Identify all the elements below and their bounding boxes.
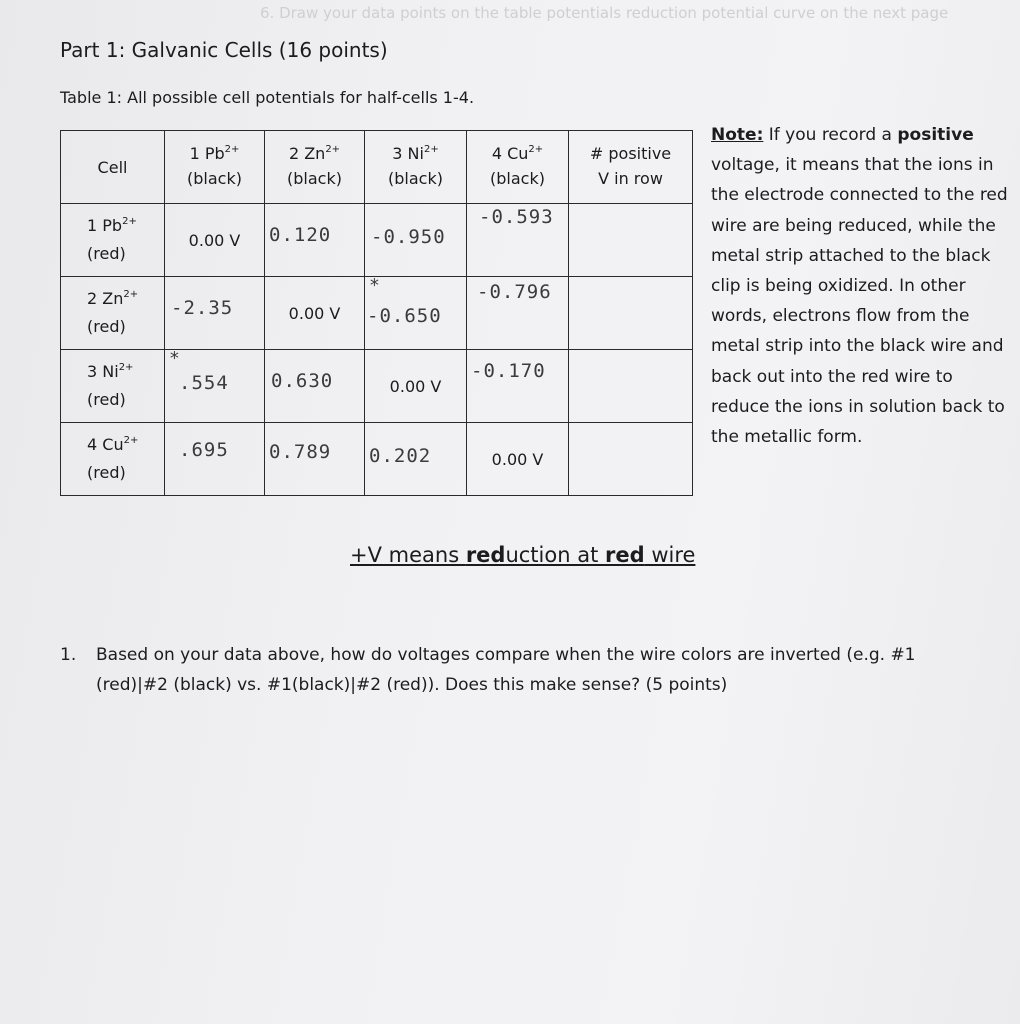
row-label-cu: 4 $Cu^{2+}$ (red) — [61, 423, 165, 496]
positive-count-cell[interactable] — [569, 350, 693, 423]
page-title: Part 1: Galvanic Cells (16 points) — [60, 38, 388, 62]
positive-emphasis: positive — [897, 125, 974, 145]
cell-value: 0.00 V — [365, 350, 467, 423]
column-header-positive: # positive V in row — [569, 131, 693, 204]
column-header-ni: 3 $Ni^{2+}$ (black) — [365, 131, 467, 204]
table-row-cu — [61, 423, 693, 496]
cell-value: -0.170 — [467, 350, 569, 423]
question-1 — [60, 640, 980, 700]
cell-value: -2.35 — [165, 277, 265, 350]
cell-value: 0.00 V — [265, 277, 365, 350]
cell-value: 0.202 — [365, 423, 467, 496]
note-label: Note: — [711, 125, 764, 145]
cell-value: -0.593 — [467, 204, 569, 277]
cell-value: 0.120 — [265, 204, 365, 277]
corner-header: Cell — [61, 131, 165, 204]
cell-value: 0.789 — [265, 423, 365, 496]
column-header-cu: 4 $Cu^{2+}$ (black) — [467, 131, 569, 204]
table-caption: Table 1: All possible cell potentials for half-cells 1-4. — [60, 88, 475, 107]
cell-value: -0.950 — [365, 204, 467, 277]
positive-count-cell[interactable] — [569, 204, 693, 277]
cell-potential-table — [60, 130, 693, 496]
column-header-pb: 1 $Pb^{2+}$ (black) — [165, 131, 265, 204]
positive-count-cell[interactable] — [569, 423, 693, 496]
table-row-pb — [61, 204, 693, 277]
bleed-through-text: 6. Draw your data points on the table potentials reduction potential curve on the next page — [260, 4, 949, 22]
note-paragraph: Note: If you record a positive voltage, it means that the ions in the electrode connected to the red wire are being reduced, while the metal strip attached to the black clip is being oxidized. In other words, electrons flow from the metal strip into the black wire and back out into the red wire to reduce the ions in solution back to the metallic form. — [711, 125, 1008, 448]
question-number: 1. — [60, 645, 77, 665]
table-header-row — [61, 131, 693, 204]
table-row-zn — [61, 277, 693, 350]
cell-value: 0.00 V — [165, 204, 265, 277]
column-header-zn: 2 $Zn^{2+}$ (black) — [265, 131, 365, 204]
row-label-zn: 2 $Zn^{2+}$ (red) — [61, 277, 165, 350]
row-label-pb: 1 $Pb^{2+}$ (red) — [61, 204, 165, 277]
cell-value: -0.796 — [467, 277, 569, 350]
cell-value: * .554 — [165, 350, 265, 423]
asterisk-mark: * — [169, 348, 181, 369]
table-row-ni — [61, 350, 693, 423]
cell-value: .695 — [165, 423, 265, 496]
row-label-ni: 3 $Ni^{2+}$ (red) — [61, 350, 165, 423]
cell-value: 0.630 — [265, 350, 365, 423]
question-text: Based on your data above, how do voltages compare when the wire colors are inverted (e.g. #1 (red)|#2 (black) vs. #1(black)|#2 (red)). Does this make sense? (5 points) — [96, 645, 916, 695]
positive-count-cell[interactable] — [569, 277, 693, 350]
reduction-reminder: +V means reduction at red wire — [350, 543, 696, 567]
cell-value: 0.00 V — [467, 423, 569, 496]
cell-value: * -0.650 — [365, 277, 467, 350]
asterisk-mark: * — [369, 275, 381, 296]
